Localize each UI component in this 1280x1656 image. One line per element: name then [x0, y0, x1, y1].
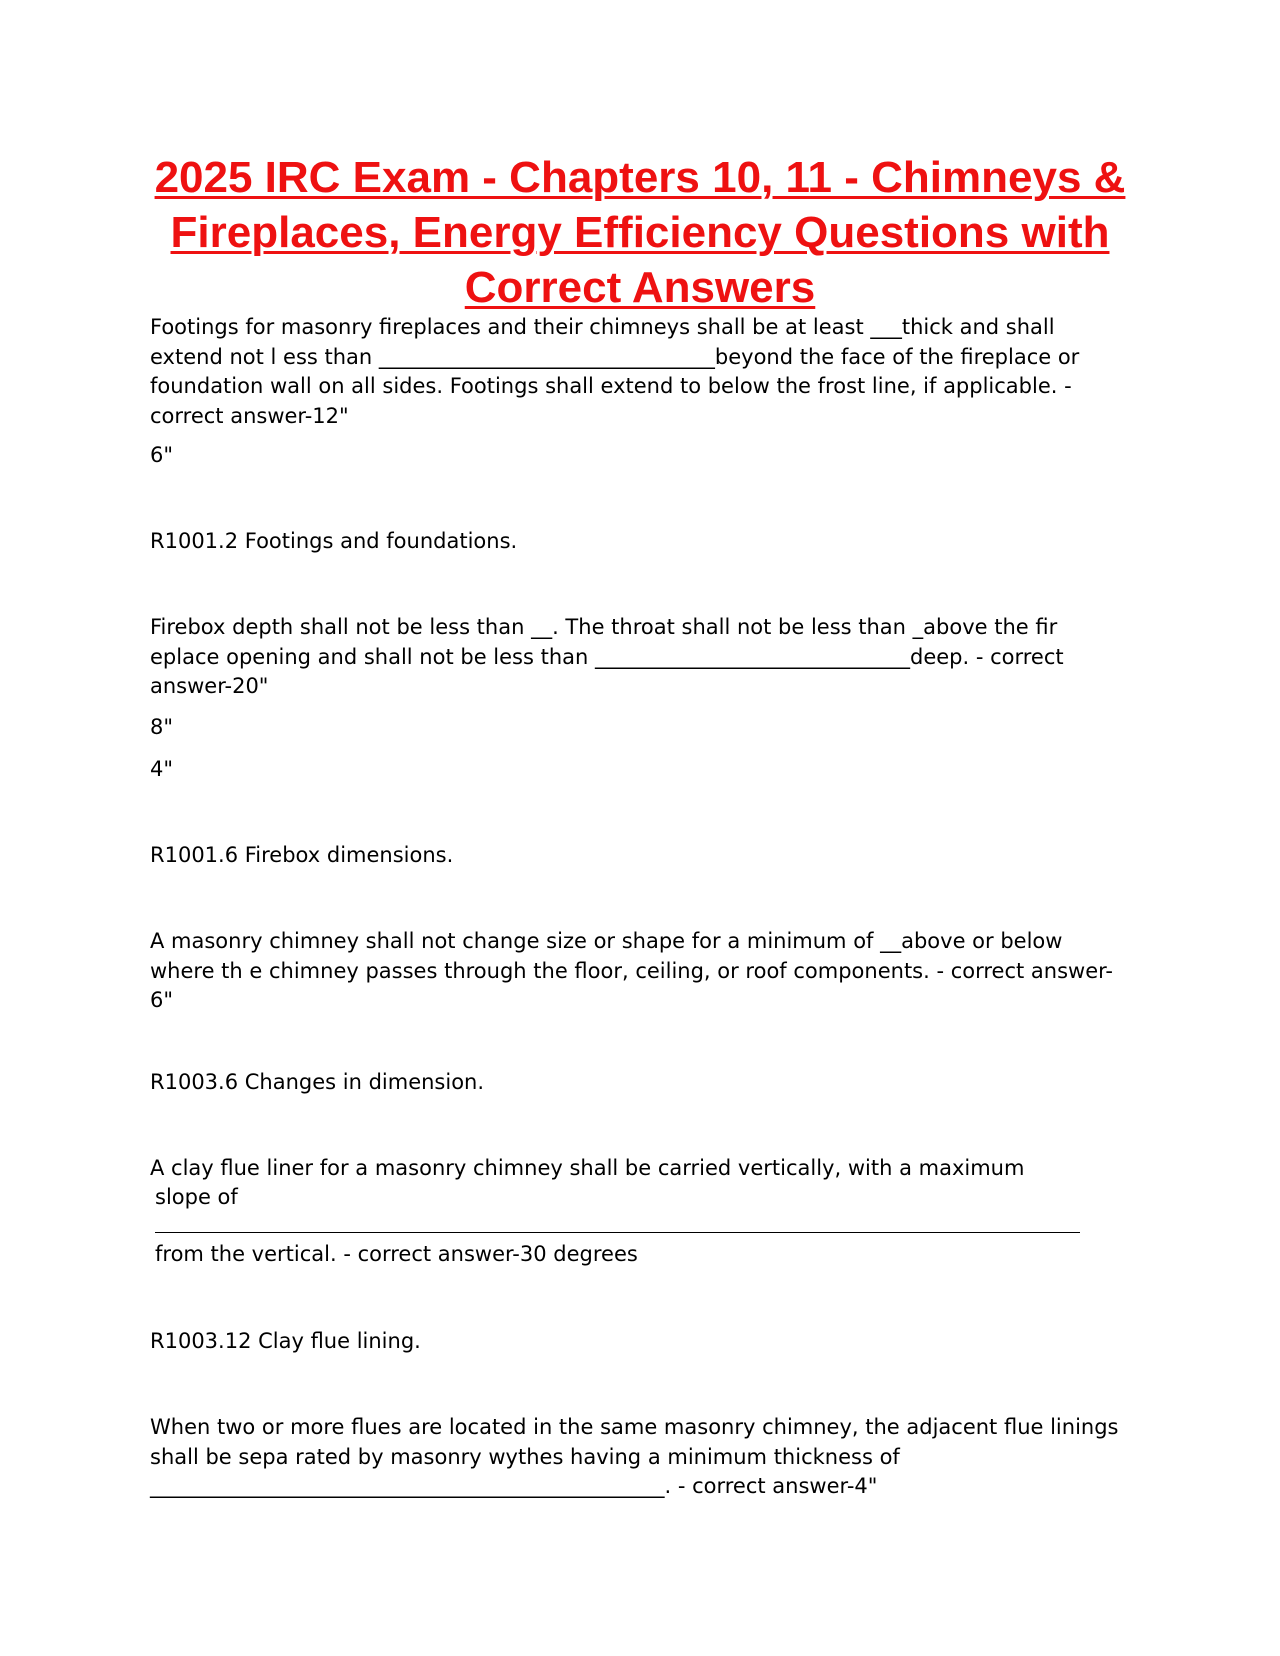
question-2-reference: R1001.6 Firebox dimensions.	[150, 843, 454, 867]
question-1-text: Footings for masonry fireplaces and their chimneys shall be at least ___thick and shall extend not l ess than ________________________________beyond the face of the fireplace or foundation wall on all sides. Footings shall extend to below the frost line, if applicable. - correct answer-12"	[150, 315, 1086, 428]
question-3-text: A masonry chimney shall not change size or shape for a minimum of __above or below where th e chimney passes through the floor, ceiling, or roof components. - correct answer-6"	[150, 929, 1114, 1012]
question-4-reference: R1003.12 Clay flue lining.	[150, 1329, 421, 1353]
question-5-text: When two or more flues are located in the same masonry chimney, the adjacent flue linings shall be sepa rated by masonry wythes having a minimum thickness of _________________________________________________. - correct answer-4"	[150, 1415, 1126, 1498]
question-4-text-3: from the vertical. - correct answer-30 degrees	[155, 1242, 638, 1266]
document-title: 2025 IRC Exam - Chapters 10, 11 - Chimneys & Fireplaces, Energy Efficiency Questions with Correct Answers	[154, 153, 1126, 312]
question-2-answer-2: 8"	[150, 715, 174, 739]
question-3-reference: R1003.6 Changes in dimension.	[150, 1070, 485, 1094]
answer-blank-line	[155, 1232, 1080, 1233]
question-2-text: Firebox depth shall not be less than __. The throat shall not be less than _above the fir eplace opening and shall not be less than ______________________________deep. - correct answer-20"	[150, 615, 1071, 698]
question-1-answer-2: 6"	[150, 443, 174, 467]
question-2-answer-3: 4"	[150, 757, 174, 781]
question-1-reference: R1001.2 Footings and foundations.	[150, 529, 518, 553]
question-4-text-1: A clay flue liner for a masonry chimney shall be carried vertically, with a maximum	[150, 1156, 1025, 1180]
question-4-text-2: slope of	[155, 1185, 238, 1209]
